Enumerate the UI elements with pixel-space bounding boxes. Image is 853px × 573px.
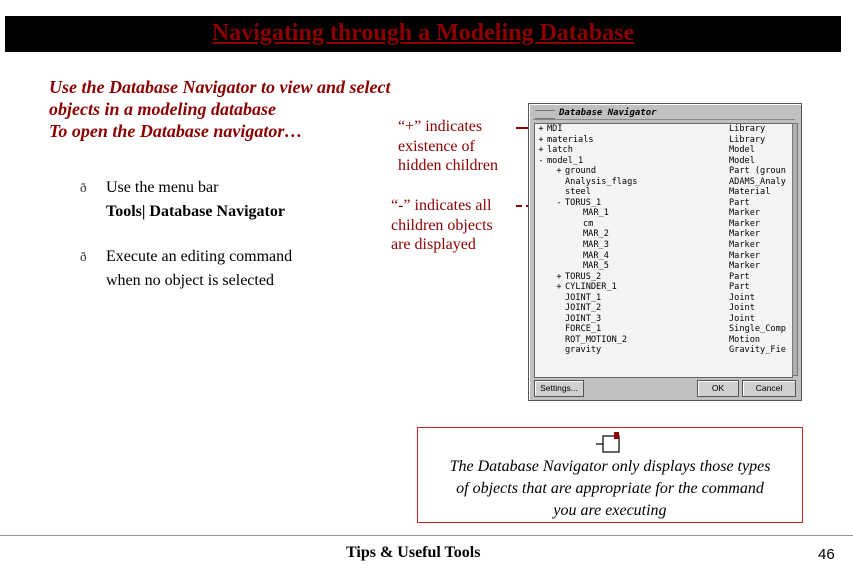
tree-row[interactable] [535,314,792,325]
tree-item-type: Marker [729,229,761,240]
tree-item-name[interactable]: Analysis_flags [565,176,638,187]
tree-row[interactable] [535,282,792,293]
collapse-icon[interactable]: - [538,155,544,166]
tree-item-name[interactable]: ROT_MOTION_2 [565,334,628,345]
expand-icon[interactable]: + [538,124,544,134]
window-title-bar[interactable] [533,107,795,120]
callout-line: you are executing [553,502,667,519]
tree-row[interactable] [535,135,792,146]
bullet-text: Execute an editing command [106,248,293,265]
tree-row[interactable] [535,156,792,167]
window-title: Database Navigator [559,108,657,118]
tree-row[interactable] [535,187,792,198]
bullet-text: Use the menu bar [106,179,219,196]
plus-annotation [398,117,498,176]
tree-item-type: Model [729,155,755,166]
tree-item-name[interactable]: JOINT_2 [565,303,602,314]
note-callout [417,427,803,523]
tree-row[interactable] [535,303,792,314]
annotation-line: are displayed [391,236,476,253]
annotation-line: children objects [391,216,493,234]
tree-item-name[interactable]: ground [565,166,597,177]
intro-line: To open the Database navigator… [49,121,303,141]
bullet-arrow-icon: ð [80,249,87,264]
tree-item-type: Marker [729,208,761,219]
footer-title: Tips & Useful Tools [346,544,481,561]
tree-item-type: Gravity_Fie [729,345,786,356]
tree-row[interactable] [535,345,792,356]
notepad-icon [594,431,626,453]
tree-row[interactable] [535,124,792,135]
tree-item-name[interactable]: MAR_3 [583,240,609,251]
expand-icon[interactable]: + [538,134,544,145]
tree-item-type: Part [729,197,750,208]
tree-item-type: Joint [729,313,755,324]
tree-item-name[interactable]: MAR_1 [583,208,609,219]
page-title: Navigating through a Modeling Database [211,20,635,46]
footer-divider [0,535,853,536]
tree-item-type: Library [729,124,766,134]
tree-row[interactable] [535,293,792,304]
tree-item-type: Marker [729,218,761,229]
navigator-tree-list[interactable] [534,123,793,378]
tree-item-name[interactable]: TORUS_2 [565,271,602,282]
tree-item-name[interactable]: steel [565,187,591,198]
callout-text [418,456,802,522]
settings-button[interactable]: Settings... [534,380,584,397]
tree-row[interactable] [535,219,792,230]
bullet-text: Tools| Database Navigator [106,203,285,220]
callout-line: The Database Navigator only displays those types [449,458,771,475]
minus-annotation [391,196,493,255]
tree-item-type: Motion [729,334,761,345]
tree-row[interactable] [535,198,792,209]
bullet-arrow-icon: ð [80,180,87,195]
expand-icon[interactable]: + [556,282,562,293]
tree-item-type: Part [729,282,750,293]
tree-item-name[interactable]: JOINT_3 [565,313,602,324]
callout-line: of objects that are appropriate for the command [456,480,764,497]
annotation-line: existence of [398,137,475,155]
window-menu-icon [535,110,555,119]
tree-row[interactable] [535,335,792,346]
bullet-text: when no object is selected [106,272,274,289]
page-number: 46 [818,546,835,563]
cancel-button[interactable]: Cancel [742,380,796,397]
expand-icon[interactable]: + [556,166,562,177]
expand-icon[interactable]: + [538,145,544,156]
tree-row[interactable] [535,261,792,272]
tree-row[interactable] [535,251,792,262]
tree-item-name[interactable]: MAR_5 [583,261,609,272]
tree-item-name[interactable]: cm [583,218,594,229]
tree-item-name[interactable]: TORUS_1 [565,197,602,208]
tree-item-name[interactable]: materials [547,134,594,145]
intro-text [49,76,390,142]
tree-item-name[interactable]: latch [547,145,573,156]
tree-item-name[interactable]: JOINT_1 [565,292,602,303]
tree-row[interactable] [535,240,792,251]
tree-item-type: Marker [729,240,761,251]
annotation-line: hidden children [398,157,498,174]
scrollbar[interactable] [792,123,798,376]
tree-row[interactable] [535,272,792,283]
tree-item-type: Single_Comp [729,324,786,335]
tree-item-type: Model [729,145,755,156]
tree-row[interactable] [535,229,792,240]
tree-item-name[interactable]: CYLINDER_1 [565,282,617,293]
database-navigator-window [528,103,802,401]
tree-item-type: Joint [729,292,755,303]
ok-button[interactable]: OK [697,380,739,397]
tree-item-name[interactable]: FORCE_1 [565,324,602,335]
tree-row[interactable] [535,208,792,219]
collapse-icon[interactable]: - [556,197,562,208]
annotation-line: “+” indicates [398,118,483,135]
tree-item-type: Joint [729,303,755,314]
expand-icon[interactable]: + [556,271,562,282]
tree-item-name[interactable]: gravity [565,345,602,356]
intro-line: objects in a modeling database [49,99,276,119]
tree-item-type: Library [729,134,766,145]
tree-item-type: Material [729,187,771,198]
tree-item-type: Marker [729,250,761,261]
title-bar [5,16,841,52]
tree-item-name[interactable]: MAR_4 [583,250,609,261]
tree-item-type: Part (groun [729,166,786,177]
tree-item-type: ADAMS_Analy [729,176,786,187]
tree-item-name[interactable]: MDI [547,124,563,134]
annotation-line: “-” indicates all [391,197,492,214]
tree-row[interactable] [535,166,792,177]
intro-line: Use the Database Navigator to view and select [49,77,391,97]
tree-row[interactable] [535,145,792,156]
tree-item-type: Part [729,271,750,282]
tree-item-name[interactable]: model_1 [547,155,584,166]
tree-row[interactable] [535,324,792,335]
tree-item-type: Marker [729,261,761,272]
tree-row[interactable] [535,177,792,188]
tree-item-name[interactable]: MAR_2 [583,229,609,240]
